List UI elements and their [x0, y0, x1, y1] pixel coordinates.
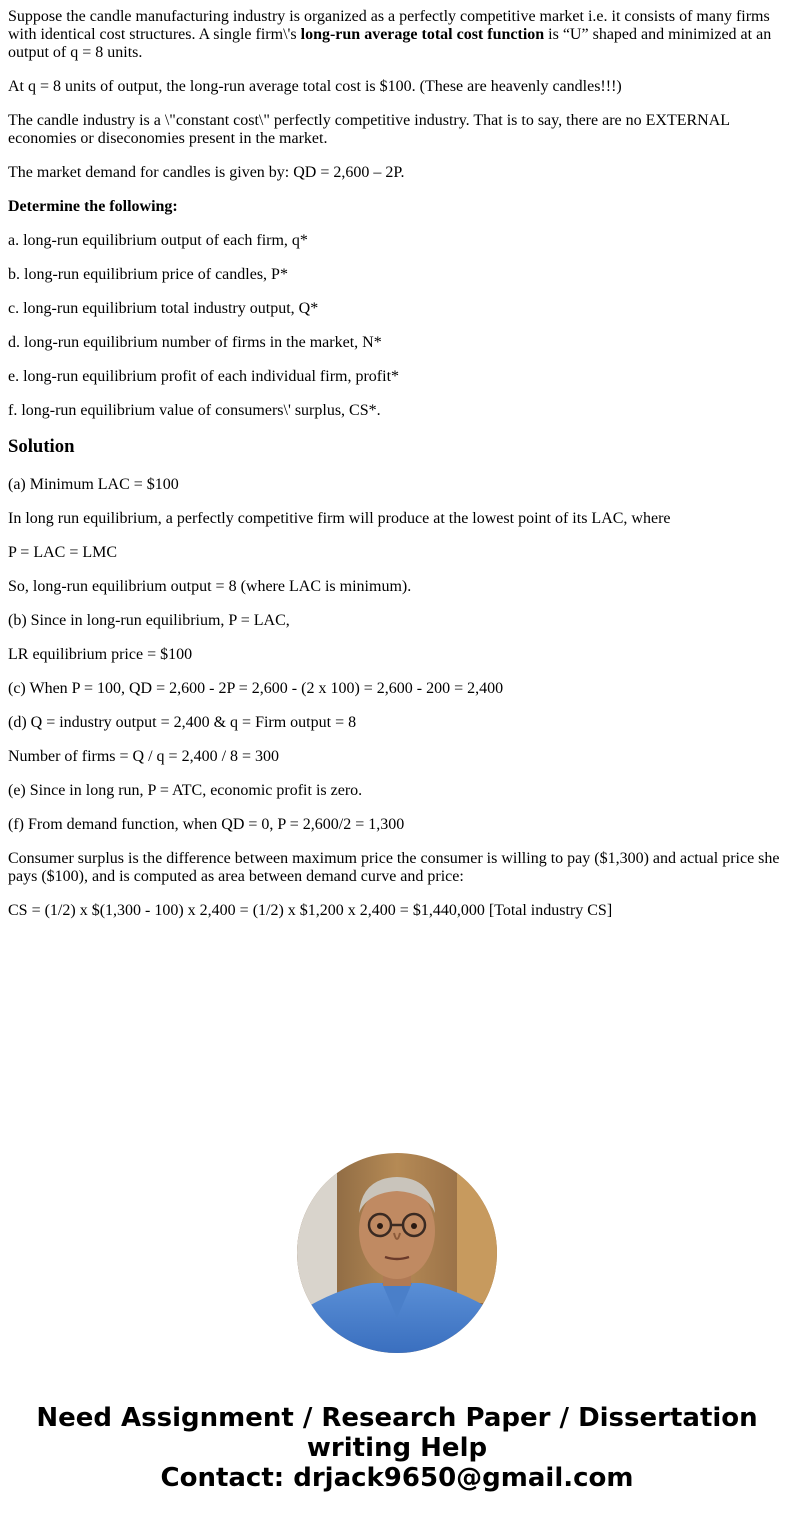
solution-line: LR equilibrium price = $100: [8, 646, 193, 663]
document-body: [8, 8, 786, 936]
problem-determine: [8, 198, 786, 216]
solution-line: P = LAC = LMC: [8, 544, 118, 561]
question-item: b. long-run equilibrium price of candles, P*: [8, 266, 288, 283]
intro-text-a: Suppose the candle manufacturing industry is organized as a perfectly competitive market i.e. it consists of many firms with identical cost structures. A single firm\'s: [8, 8, 770, 43]
question-item: f. long-run equilibrium value of consumers\' surplus, CS*.: [8, 402, 381, 419]
solution-line: (c) When P = 100, QD = 2,600 - 2P = 2,600 - (2 x 100) = 2,600 - 200 = 2,400: [8, 680, 504, 697]
solution-line: So, long-run equilibrium output = 8 (where LAC is minimum).: [8, 578, 412, 595]
problem-cost-info: At q = 8 units of output, the long-run average total cost is $100. (These are heavenly candles!!!): [8, 78, 622, 95]
solution-line: (b) Since in long-run equilibrium, P = LAC,: [8, 612, 290, 629]
banner-contact-email: Contact: drjack9650@gmail.com: [160, 1463, 634, 1493]
solution-line: (e) Since in long run, P = ATC, economic profit is zero.: [8, 782, 363, 799]
contact-banner: [0, 1403, 794, 1493]
banner-line-1: Need Assignment / Research Paper / Dissertation: [36, 1403, 758, 1433]
question-item: c. long-run equilibrium total industry output, Q*: [8, 300, 319, 317]
solution-line: (f) From demand function, when QD = 0, P = 2,600/2 = 1,300: [8, 816, 405, 833]
question-item: d. long-run equilibrium number of firms in the market, N*: [8, 334, 382, 351]
solution-line: In long run equilibrium, a perfectly competitive firm will produce at the lowest point of its LAC, where: [8, 510, 671, 527]
determine-label: Determine the following:: [8, 198, 178, 215]
solution-heading: Solution: [8, 436, 75, 457]
solution-line: (d) Q = industry output = 2,400 & q = Firm output = 8: [8, 714, 357, 731]
intro-bold-term: long-run average total cost function: [300, 26, 545, 43]
problem-demand: The market demand for candles is given by: QD = 2,600 – 2P.: [8, 164, 405, 181]
question-item: e. long-run equilibrium profit of each individual firm, profit*: [8, 368, 400, 385]
author-avatar: [297, 1153, 497, 1353]
problem-industry-info: The candle industry is a \"constant cost\" perfectly competitive industry. That is to say, there are no EXTERNAL economies or diseconomies present in the market.: [8, 112, 730, 147]
solution-line: Consumer surplus is the difference between maximum price the consumer is willing to pay ($1,300) and actual price she pays ($100), and is computed as area between demand curve and price:: [8, 850, 780, 885]
problem-intro: [8, 8, 786, 62]
banner-line-2: writing Help: [306, 1433, 488, 1463]
solution-line: (a) Minimum LAC = $100: [8, 476, 179, 493]
solution-line: CS = (1/2) x $(1,300 - 100) x 2,400 = (1/2) x $1,200 x 2,400 = $1,440,000 [Total industry CS]: [8, 902, 613, 919]
solution-line: Number of firms = Q / q = 2,400 / 8 = 300: [8, 748, 280, 765]
intro-text-b: is “U” shaped and minimized at an output of q = 8 units.: [8, 26, 772, 61]
question-item: a. long-run equilibrium output of each firm, q*: [8, 232, 308, 249]
